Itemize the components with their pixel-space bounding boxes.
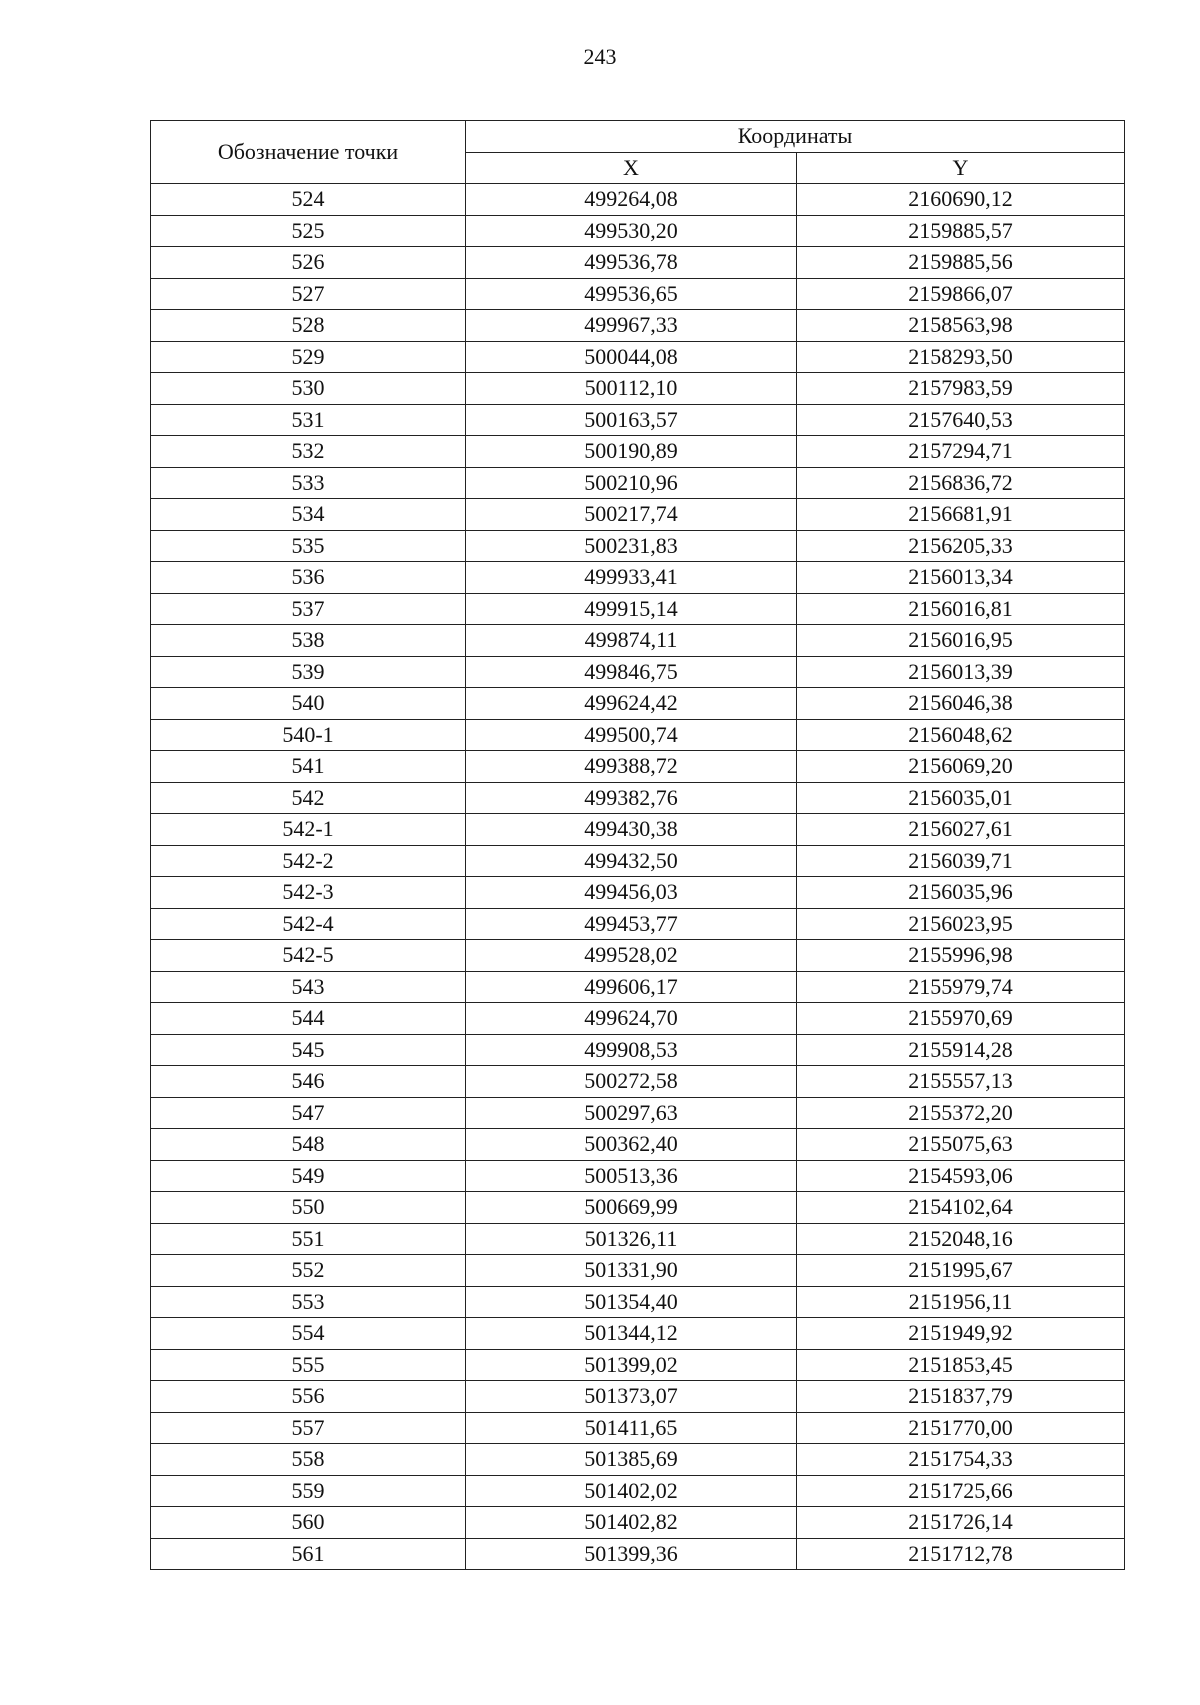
y-cell: 2156681,91 [797,499,1125,531]
y-cell: 2156016,95 [797,625,1125,657]
x-cell: 499624,42 [466,688,797,720]
x-cell: 500044,08 [466,341,797,373]
x-cell: 499530,20 [466,215,797,247]
x-cell: 500112,10 [466,373,797,405]
x-cell: 500163,57 [466,404,797,436]
x-cell: 500669,99 [466,1192,797,1224]
y-cell: 2158563,98 [797,310,1125,342]
point-cell: 533 [151,467,466,499]
y-cell: 2155996,98 [797,940,1125,972]
y-cell: 2155914,28 [797,1034,1125,1066]
point-cell: 535 [151,530,466,562]
table-row [151,1066,1125,1098]
table-row [151,1349,1125,1381]
x-cell: 499456,03 [466,877,797,909]
table-row [151,1318,1125,1350]
point-cell: 542-2 [151,845,466,877]
table-row [151,467,1125,499]
point-cell: 551 [151,1223,466,1255]
y-cell: 2156046,38 [797,688,1125,720]
point-cell: 555 [151,1349,466,1381]
point-cell: 542-1 [151,814,466,846]
y-cell: 2159885,57 [797,215,1125,247]
x-cell: 500362,40 [466,1129,797,1161]
x-cell: 499908,53 [466,1034,797,1066]
x-cell: 500513,36 [466,1160,797,1192]
table-body [151,184,1125,1570]
table-row [151,1097,1125,1129]
x-cell: 501402,82 [466,1507,797,1539]
y-cell: 2155075,63 [797,1129,1125,1161]
table-row [151,1475,1125,1507]
table-row [151,1538,1125,1570]
table-row [151,940,1125,972]
y-cell: 2151726,14 [797,1507,1125,1539]
x-cell: 499624,70 [466,1003,797,1035]
table-row [151,1381,1125,1413]
point-cell: 548 [151,1129,466,1161]
point-cell: 542-3 [151,877,466,909]
y-cell: 2158293,50 [797,341,1125,373]
point-cell: 558 [151,1444,466,1476]
table-row [151,373,1125,405]
y-cell: 2151725,66 [797,1475,1125,1507]
point-cell: 524 [151,184,466,216]
x-cell: 499933,41 [466,562,797,594]
x-cell: 501411,65 [466,1412,797,1444]
y-cell: 2156035,96 [797,877,1125,909]
y-cell: 2155557,13 [797,1066,1125,1098]
table-row [151,971,1125,1003]
x-cell: 500210,96 [466,467,797,499]
table-row [151,1255,1125,1287]
table-row [151,341,1125,373]
y-cell: 2156069,20 [797,751,1125,783]
table-row [151,814,1125,846]
table-row [151,184,1125,216]
header-y: Y [797,152,1125,184]
table-row [151,1129,1125,1161]
page-number: 243 [583,44,617,69]
y-cell: 2157640,53 [797,404,1125,436]
point-cell: 543 [151,971,466,1003]
table-row [151,1034,1125,1066]
point-cell: 536 [151,562,466,594]
point-cell: 557 [151,1412,466,1444]
y-cell: 2156023,95 [797,908,1125,940]
point-cell: 559 [151,1475,466,1507]
y-cell: 2156035,01 [797,782,1125,814]
y-cell: 2159885,56 [797,247,1125,279]
table-row [151,593,1125,625]
table-row [151,404,1125,436]
table-row [151,751,1125,783]
x-cell: 501331,90 [466,1255,797,1287]
y-cell: 2157294,71 [797,436,1125,468]
point-cell: 547 [151,1097,466,1129]
y-cell: 2151995,67 [797,1255,1125,1287]
y-cell: 2156013,39 [797,656,1125,688]
point-cell: 552 [151,1255,466,1287]
x-cell: 501344,12 [466,1318,797,1350]
table-row [151,1286,1125,1318]
point-cell: 546 [151,1066,466,1098]
table-row [151,877,1125,909]
point-cell: 539 [151,656,466,688]
point-cell: 531 [151,404,466,436]
table-row [151,278,1125,310]
x-cell: 499915,14 [466,593,797,625]
point-cell: 534 [151,499,466,531]
x-cell: 501399,36 [466,1538,797,1570]
y-cell: 2157983,59 [797,373,1125,405]
y-cell: 2151949,92 [797,1318,1125,1350]
y-cell: 2151754,33 [797,1444,1125,1476]
y-cell: 2151837,79 [797,1381,1125,1413]
x-cell: 501373,07 [466,1381,797,1413]
x-cell: 499874,11 [466,625,797,657]
point-cell: 540 [151,688,466,720]
y-cell: 2156013,34 [797,562,1125,594]
x-cell: 501399,02 [466,1349,797,1381]
point-cell: 550 [151,1192,466,1224]
y-cell: 2156205,33 [797,530,1125,562]
table-row [151,782,1125,814]
table-row [151,719,1125,751]
point-cell: 526 [151,247,466,279]
header-coordinates: Координаты [466,121,1125,153]
point-cell: 560 [151,1507,466,1539]
y-cell: 2156039,71 [797,845,1125,877]
point-cell: 544 [151,1003,466,1035]
point-cell: 542 [151,782,466,814]
point-cell: 554 [151,1318,466,1350]
point-cell: 527 [151,278,466,310]
point-cell: 542-4 [151,908,466,940]
x-cell: 500297,63 [466,1097,797,1129]
point-cell: 537 [151,593,466,625]
table-row [151,1192,1125,1224]
table-row [151,1444,1125,1476]
table-row [151,499,1125,531]
point-cell: 529 [151,341,466,373]
y-cell: 2160690,12 [797,184,1125,216]
table-row [151,215,1125,247]
y-cell: 2156048,62 [797,719,1125,751]
point-cell: 561 [151,1538,466,1570]
x-cell: 499967,33 [466,310,797,342]
y-cell: 2155970,69 [797,1003,1125,1035]
point-cell: 530 [151,373,466,405]
table-row [151,247,1125,279]
x-cell: 500231,83 [466,530,797,562]
table-header [151,121,1125,184]
x-cell: 500190,89 [466,436,797,468]
coordinates-table [150,120,1125,1570]
point-cell: 532 [151,436,466,468]
y-cell: 2156027,61 [797,814,1125,846]
y-cell: 2154593,06 [797,1160,1125,1192]
header-x: X [466,152,797,184]
y-cell: 2151770,00 [797,1412,1125,1444]
point-cell: 528 [151,310,466,342]
x-cell: 499606,17 [466,971,797,1003]
y-cell: 2156016,81 [797,593,1125,625]
point-cell: 541 [151,751,466,783]
x-cell: 499382,76 [466,782,797,814]
x-cell: 499432,50 [466,845,797,877]
y-cell: 2156836,72 [797,467,1125,499]
table-row [151,530,1125,562]
point-cell: 556 [151,1381,466,1413]
header-point-designation: Обозначение точки [151,121,466,184]
point-cell: 538 [151,625,466,657]
x-cell: 501402,02 [466,1475,797,1507]
point-cell: 553 [151,1286,466,1318]
x-cell: 501354,40 [466,1286,797,1318]
table-row [151,1160,1125,1192]
x-cell: 499536,78 [466,247,797,279]
x-cell: 499528,02 [466,940,797,972]
table-row [151,845,1125,877]
y-cell: 2155979,74 [797,971,1125,1003]
table-row [151,310,1125,342]
y-cell: 2159866,07 [797,278,1125,310]
x-cell: 501385,69 [466,1444,797,1476]
table-row [151,656,1125,688]
point-cell: 525 [151,215,466,247]
x-cell: 499500,74 [466,719,797,751]
table-row [151,908,1125,940]
table-row [151,1223,1125,1255]
y-cell: 2151853,45 [797,1349,1125,1381]
point-cell: 542-5 [151,940,466,972]
y-cell: 2151956,11 [797,1286,1125,1318]
table-row [151,1412,1125,1444]
point-cell: 545 [151,1034,466,1066]
x-cell: 499430,38 [466,814,797,846]
x-cell: 501326,11 [466,1223,797,1255]
point-cell: 540-1 [151,719,466,751]
x-cell: 500272,58 [466,1066,797,1098]
table-row [151,688,1125,720]
x-cell: 499388,72 [466,751,797,783]
x-cell: 499536,65 [466,278,797,310]
table-row [151,1003,1125,1035]
table-row [151,625,1125,657]
x-cell: 500217,74 [466,499,797,531]
x-cell: 499846,75 [466,656,797,688]
y-cell: 2155372,20 [797,1097,1125,1129]
table-row [151,562,1125,594]
y-cell: 2152048,16 [797,1223,1125,1255]
x-cell: 499453,77 [466,908,797,940]
x-cell: 499264,08 [466,184,797,216]
y-cell: 2151712,78 [797,1538,1125,1570]
point-cell: 549 [151,1160,466,1192]
table-row [151,436,1125,468]
table-row [151,1507,1125,1539]
y-cell: 2154102,64 [797,1192,1125,1224]
